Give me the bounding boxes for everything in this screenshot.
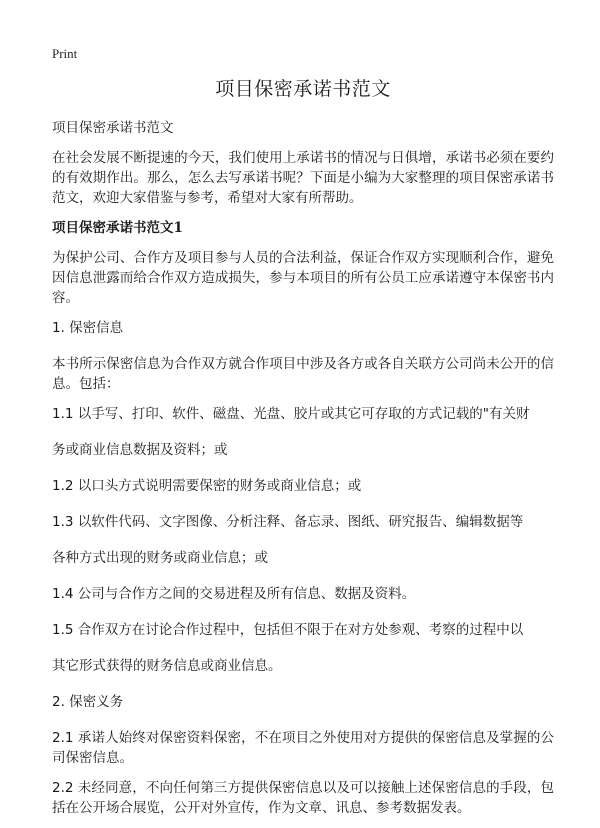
- section-heading: 项目保密承诺书范文1: [52, 220, 183, 236]
- confidential-info-description: 本书所示保密信息为合作双方就合作项目中涉及各方或各自关联方公司尚未公开的信息。包括：: [52, 356, 554, 392]
- clause-1-5-line-1: 1.5 合作双方在讨论合作过程中，包括但不限于在对方处参观、考察的过程中以: [52, 622, 524, 638]
- clause-1-3-line-1: 1.3 以软件代码、文字图像、分析注释、备忘录、图纸、研究报告、编辑数据等: [52, 514, 524, 530]
- item-heading-confidential-info: 1. 保密信息: [52, 320, 124, 336]
- clause-1-3-line-2: 各种方式出现的财务或商业信息；或: [52, 550, 268, 566]
- print-link[interactable]: Print: [52, 46, 78, 61]
- document-subtitle: 项目保密承诺书范文: [52, 120, 174, 136]
- clause-1-4: 1.4 公司与合作方之间的交易进程及所有信息、数据及资料。: [52, 586, 416, 602]
- clause-1-1-line-2: 务或商业信息数据及资料；或: [52, 442, 228, 458]
- clause-1-1-line-1: 1.1 以手写、打印、软件、磁盘、光盘、胶片或其它可存取的方式记载的"有关财: [52, 406, 530, 422]
- intro-paragraph: 在社会发展不断提速的今天，我们使用上承诺书的情况与日俱增，承诺书必须在要约的有效期作出。那么，怎么去写承诺书呢？下面是小编为大家整理的项目保密承诺书范文，欢迎大家借鉴与参考，希望对大家有所帮助。: [52, 150, 554, 206]
- clause-2-1: 2.1 承诺人始终对保密资料保密，不在项目之外使用对方提供的保密信息及掌握的公司保密信息。: [52, 730, 554, 766]
- clause-1-2: 1.2 以口头方式说明需要保密的财务或商业信息；或: [52, 478, 362, 494]
- section-intro-paragraph: 为保护公司、合作方及项目参与人员的合法利益，保证合作双方实现顺利合作，避免因信息泄露而给合作双方造成损失，参与本项目的所有公员工应承诺遵守本保密书内容。: [52, 250, 554, 306]
- clause-1-5-line-2: 其它形式获得的财务信息或商业信息。: [52, 658, 282, 674]
- document-title: 项目保密承诺书范文: [215, 78, 391, 100]
- clause-2-2: 2.2 未经同意，不向任何第三方提供保密信息以及可以接触上述保密信息的手段，包括在公开场合展览，公开对外宣传，作为文章、讯息、参考数据发表。: [52, 780, 554, 816]
- item-heading-confidentiality-obligation: 2. 保密义务: [52, 694, 124, 710]
